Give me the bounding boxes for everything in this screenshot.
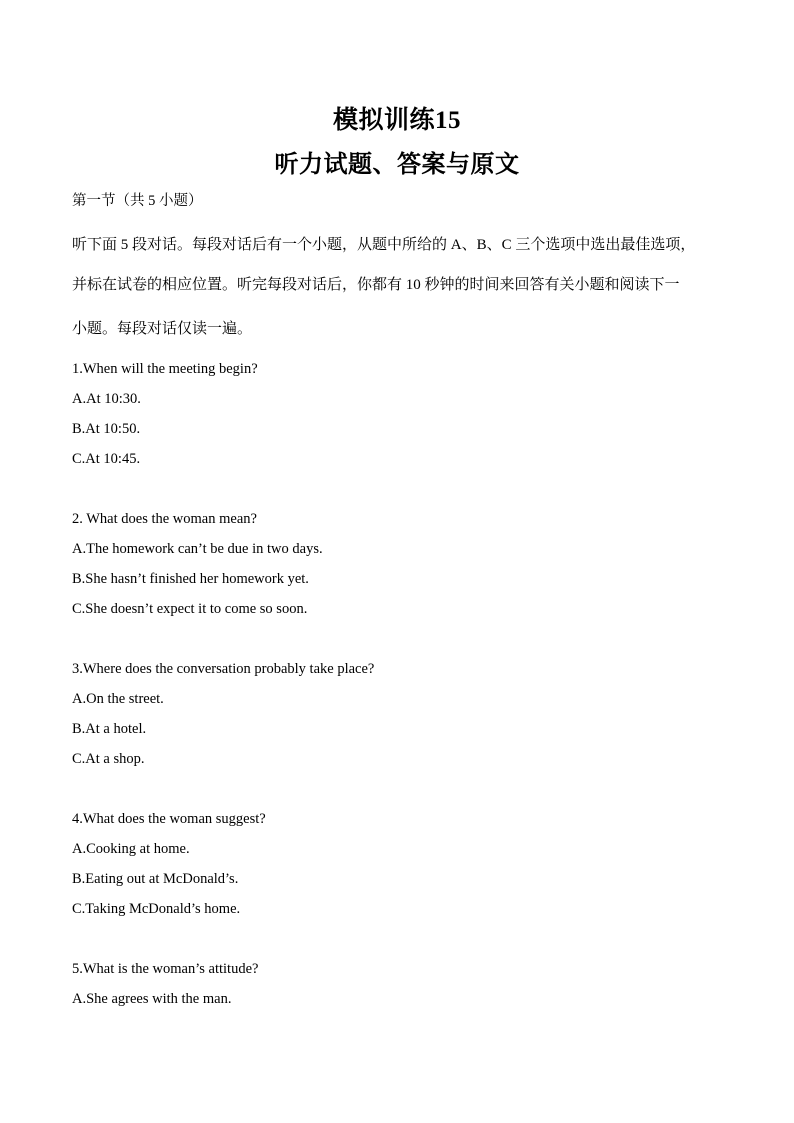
question-5-option-a: A.She agrees with the man. [72,991,232,1007]
question-4-option-b: B.Eating out at McDonald’s. [72,871,239,887]
question-2-option-a: A.The homework can’t be due in two days. [72,541,323,557]
question-3-text: 3.Where does the conversation probably take place? [72,661,375,677]
question-3-option-b: B.At a hotel. [72,721,147,737]
section-heading: 第一节（共 5 小题） [72,193,203,209]
question-2-text: 2. What does the woman mean? [72,511,257,527]
question-4-text: 4.What does the woman suggest? [72,811,266,827]
question-2-option-b: B.She hasn’t finished her homework yet. [72,571,309,587]
document-subtitle: 听力试题、答案与原文 [274,152,520,178]
question-4-option-c: C.Taking McDonald’s home. [72,901,241,917]
instruction-line: 听下面 5 段对话。每段对话后有一个小题，从题中所给的 A、B、C 三个选项中选出最佳选项， [72,237,696,253]
question-1-text: 1.When will the meeting begin? [72,361,258,377]
question-4-option-a: A.Cooking at home. [72,841,190,857]
instruction-line: 并标在试卷的相应位置。听完每段对话后，你都有 10 秒钟的时间来回答有关小题和阅读下一 [72,277,680,293]
question-1-option-c: C.At 10:45. [72,451,141,467]
question-2-option-c: C.She doesn’t expect it to come so soon. [72,601,308,617]
question-1-option-b: B.At 10:50. [72,421,141,437]
question-5-text: 5.What is the woman’s attitude? [72,961,259,977]
question-1-option-a: A.At 10:30. [72,391,141,407]
question-3-option-a: A.On the street. [72,691,164,707]
question-3-option-c: C.At a shop. [72,751,145,767]
document-title: 模拟训练15 [332,107,461,134]
instruction-line: 小题。每段对话仅读一遍。 [72,321,253,337]
